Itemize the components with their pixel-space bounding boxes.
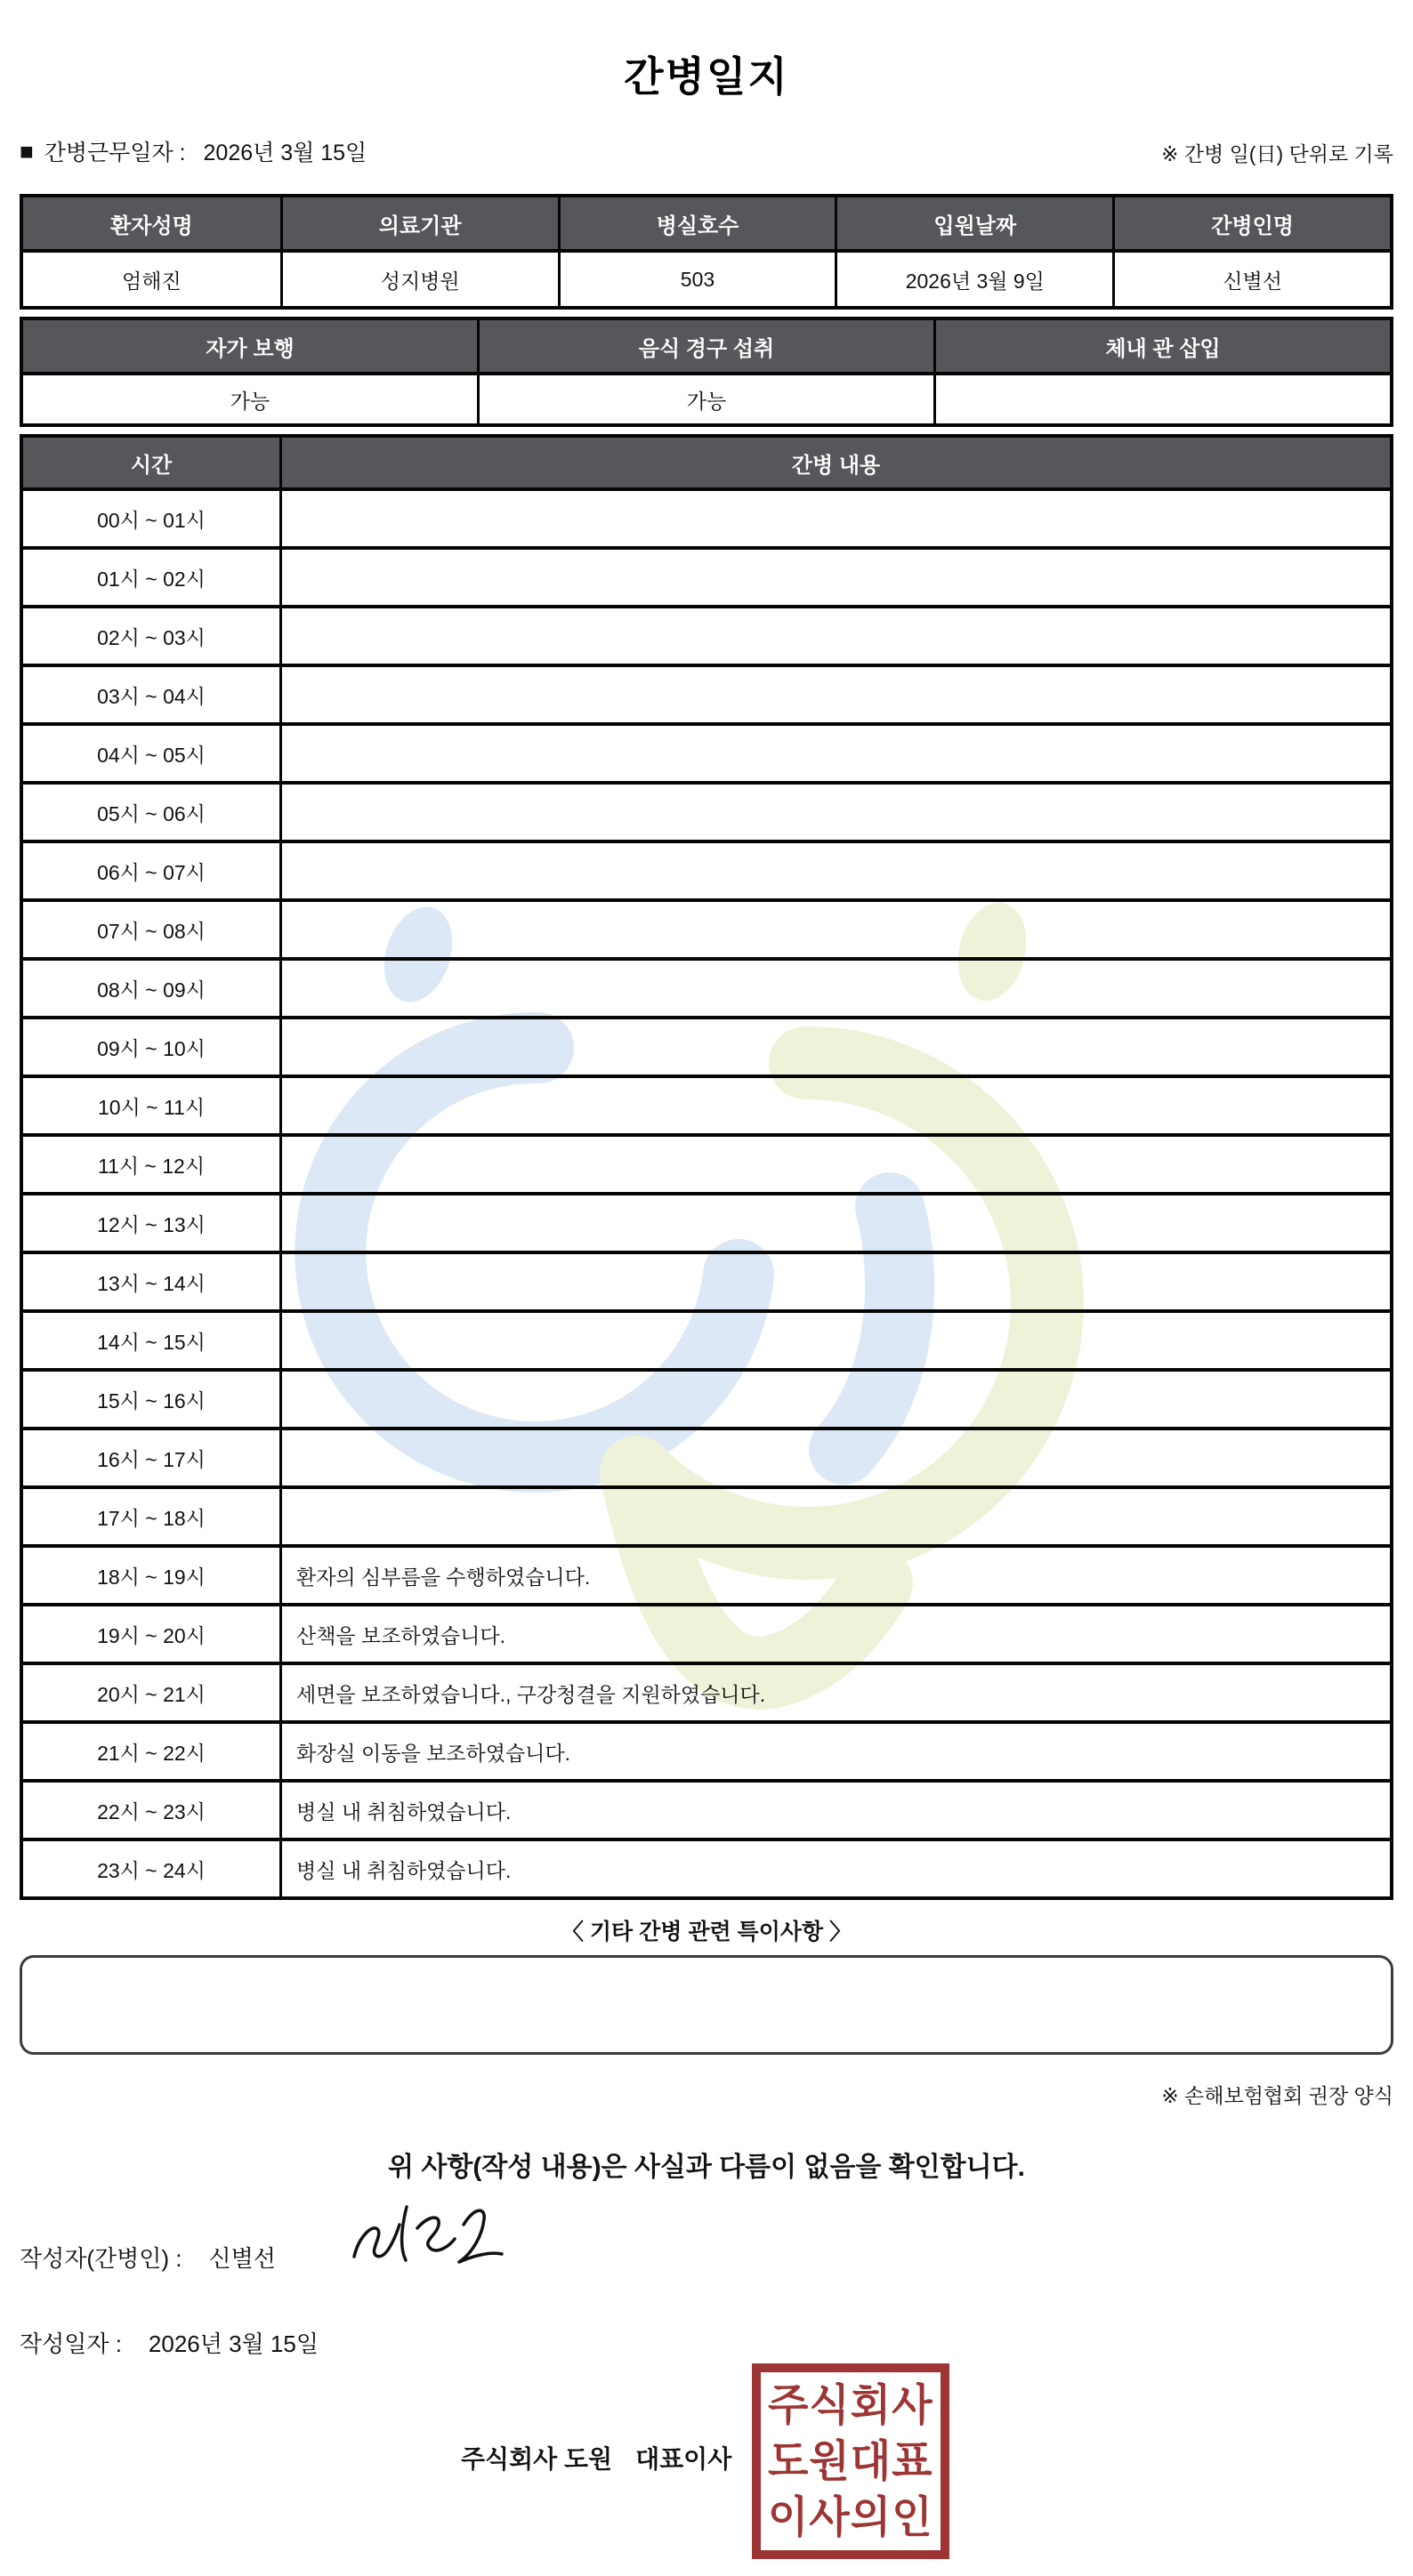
care-row-20 xyxy=(23,1662,1390,1720)
writer-label: 작성자(간병인) : xyxy=(20,2244,182,2272)
care-content: 세면을 보조하였습니다., 구강청결을 지원하였습니다. xyxy=(279,1665,1390,1720)
care-row-02 xyxy=(23,605,1390,664)
care-header-row xyxy=(23,438,1390,487)
care-time: 15시 ~ 16시 xyxy=(97,1389,206,1413)
care-time: 13시 ~ 14시 xyxy=(97,1271,206,1295)
care-content xyxy=(279,667,1390,722)
stamp-row-2: 도원대표 xyxy=(768,2435,933,2486)
header-room-number: 병실호수 xyxy=(558,197,836,249)
care-time: 02시 ~ 03시 xyxy=(97,625,206,649)
care-time: 01시 ~ 02시 xyxy=(97,567,206,591)
care-row-06 xyxy=(23,840,1390,898)
care-time: 11시 ~ 12시 xyxy=(97,1154,206,1178)
extra-notes-box xyxy=(20,1955,1393,2055)
care-content xyxy=(279,1489,1390,1544)
care-content xyxy=(279,1195,1390,1251)
patient-value-row xyxy=(23,249,1390,306)
care-row-08 xyxy=(23,957,1390,1016)
care-row-01 xyxy=(23,546,1390,605)
written-date-value: 2026년 3월 15일 xyxy=(148,2330,319,2357)
care-content xyxy=(279,726,1390,781)
status-table xyxy=(20,317,1393,427)
header-admission-date: 입원날짜 xyxy=(835,197,1112,249)
page-title: 간병일지 xyxy=(624,53,789,100)
care-time: 05시 ~ 06시 xyxy=(97,801,206,825)
care-row-05 xyxy=(23,781,1390,840)
care-row-17 xyxy=(23,1485,1390,1544)
care-work-date-label: 간병근무일자 : xyxy=(44,141,186,165)
form-recommendation-note: ※ 손해보험협회 권장 양식 xyxy=(1161,2084,1393,2107)
header-patient-name: 환자성명 xyxy=(23,197,280,249)
care-row-10 xyxy=(23,1075,1390,1133)
stamp-row-1: 주식회사 xyxy=(768,2379,933,2430)
patient-header-row xyxy=(23,197,1390,249)
care-time: 18시 ~ 19시 xyxy=(97,1565,206,1589)
care-row-13 xyxy=(23,1251,1390,1309)
care-row-07 xyxy=(23,898,1390,957)
care-content xyxy=(279,843,1390,898)
patient-info-table xyxy=(20,194,1393,310)
header-oral-intake: 음식 경구 섭취 xyxy=(477,320,933,372)
care-content: 병실 내 취침하였습니다. xyxy=(279,1783,1390,1838)
header-caregiver-name: 간병인명 xyxy=(1112,197,1390,249)
company-seal-stamp xyxy=(752,2363,949,2559)
care-time: 03시 ~ 04시 xyxy=(97,684,206,708)
care-row-14 xyxy=(23,1309,1390,1368)
care-row-21 xyxy=(23,1720,1390,1779)
care-time: 06시 ~ 07시 xyxy=(97,860,206,884)
value-room-number: 503 xyxy=(558,253,836,306)
care-content: 환자의 심부름을 수행하였습니다. xyxy=(279,1548,1390,1603)
care-row-11 xyxy=(23,1133,1390,1192)
care-content xyxy=(279,491,1390,546)
care-row-22 xyxy=(23,1779,1390,1838)
care-time: 00시 ~ 01시 xyxy=(97,508,206,532)
black-square-icon: ■ xyxy=(20,138,34,165)
care-row-18 xyxy=(23,1544,1390,1603)
writer-name: 신별선 xyxy=(208,2244,276,2272)
care-row-19 xyxy=(23,1603,1390,1662)
care-time: 14시 ~ 15시 xyxy=(97,1330,206,1354)
stamp-row-3: 이사의인 xyxy=(768,2491,933,2542)
care-time: 23시 ~ 24시 xyxy=(97,1858,206,1882)
care-time: 17시 ~ 18시 xyxy=(97,1506,206,1530)
handwritten-signature xyxy=(347,2200,516,2285)
care-content xyxy=(279,902,1390,957)
care-work-date-value: 2026년 3월 15일 xyxy=(203,141,367,165)
care-log-table xyxy=(20,434,1393,1900)
care-content xyxy=(279,550,1390,605)
care-time: 22시 ~ 23시 xyxy=(97,1799,206,1823)
care-time: 21시 ~ 22시 xyxy=(97,1741,206,1765)
value-internal-tube xyxy=(933,375,1390,423)
care-row-00 xyxy=(23,487,1390,546)
care-content xyxy=(279,1137,1390,1192)
extra-section-title: 〈 기타 간병 관련 특이사항 〉 xyxy=(561,1920,852,1944)
care-row-15 xyxy=(23,1368,1390,1427)
care-content xyxy=(279,1019,1390,1075)
care-row-03 xyxy=(23,664,1390,722)
care-work-date-line xyxy=(20,135,367,167)
company-line xyxy=(20,2363,1393,2564)
value-medical-institution: 성지병원 xyxy=(280,253,558,306)
care-time: 16시 ~ 17시 xyxy=(97,1447,206,1471)
company-name: 주식회사 도원 xyxy=(461,2445,613,2473)
header-internal-tube: 체내 관 삽입 xyxy=(933,320,1390,372)
value-caregiver-name: 신별선 xyxy=(1112,253,1390,306)
writer-line xyxy=(20,2237,1393,2276)
care-time: 08시 ~ 09시 xyxy=(97,978,206,1002)
care-row-04 xyxy=(23,722,1390,781)
written-date-label: 작성일자 : xyxy=(20,2330,122,2357)
care-time-header: 시간 xyxy=(23,438,279,487)
care-content xyxy=(279,1078,1390,1133)
value-self-walking: 가능 xyxy=(230,389,270,413)
care-time: 07시 ~ 08시 xyxy=(97,919,206,943)
care-content: 산책을 보조하였습니다. xyxy=(279,1606,1390,1662)
care-content xyxy=(279,608,1390,664)
status-header-row xyxy=(23,320,1390,372)
value-oral-intake: 가능 xyxy=(477,375,933,423)
document-content xyxy=(0,44,1413,2564)
header-self-walking: 자가 보행 xyxy=(23,320,477,372)
confirmation-text: 위 사항(작성 내용)은 사실과 다름이 없음을 확인합니다. xyxy=(388,2153,1025,2182)
care-content: 화장실 이동을 보조하였습니다. xyxy=(279,1724,1390,1779)
care-time: 10시 ~ 11시 xyxy=(97,1095,206,1119)
care-time: 12시 ~ 13시 xyxy=(97,1212,206,1236)
status-value-row xyxy=(23,372,1390,423)
care-time: 20시 ~ 21시 xyxy=(97,1682,206,1706)
care-content xyxy=(279,1430,1390,1485)
care-content xyxy=(279,961,1390,1016)
meta-row xyxy=(20,135,1393,167)
care-content: 병실 내 취침하였습니다. xyxy=(279,1841,1390,1896)
care-row-23 xyxy=(23,1838,1390,1896)
header-medical-institution: 의료기관 xyxy=(280,197,558,249)
care-row-12 xyxy=(23,1192,1390,1251)
company-label xyxy=(461,2440,731,2475)
care-time: 09시 ~ 10시 xyxy=(97,1036,206,1060)
care-content xyxy=(279,785,1390,840)
care-row-09 xyxy=(23,1016,1390,1075)
written-date-line xyxy=(20,2326,1393,2358)
record-unit-note: ※ 간병 일(日) 단위로 기록 xyxy=(1161,142,1393,165)
care-content xyxy=(279,1372,1390,1427)
care-content xyxy=(279,1313,1390,1368)
value-patient-name: 엄해진 xyxy=(122,269,182,293)
care-time: 19시 ~ 20시 xyxy=(97,1623,206,1647)
care-content-header: 간병 내용 xyxy=(279,438,1390,487)
care-time: 04시 ~ 05시 xyxy=(97,743,206,767)
value-admission-date: 2026년 3월 9일 xyxy=(835,253,1112,306)
care-row-16 xyxy=(23,1427,1390,1485)
ceo-label: 대표이사 xyxy=(635,2445,732,2473)
care-content xyxy=(279,1254,1390,1309)
